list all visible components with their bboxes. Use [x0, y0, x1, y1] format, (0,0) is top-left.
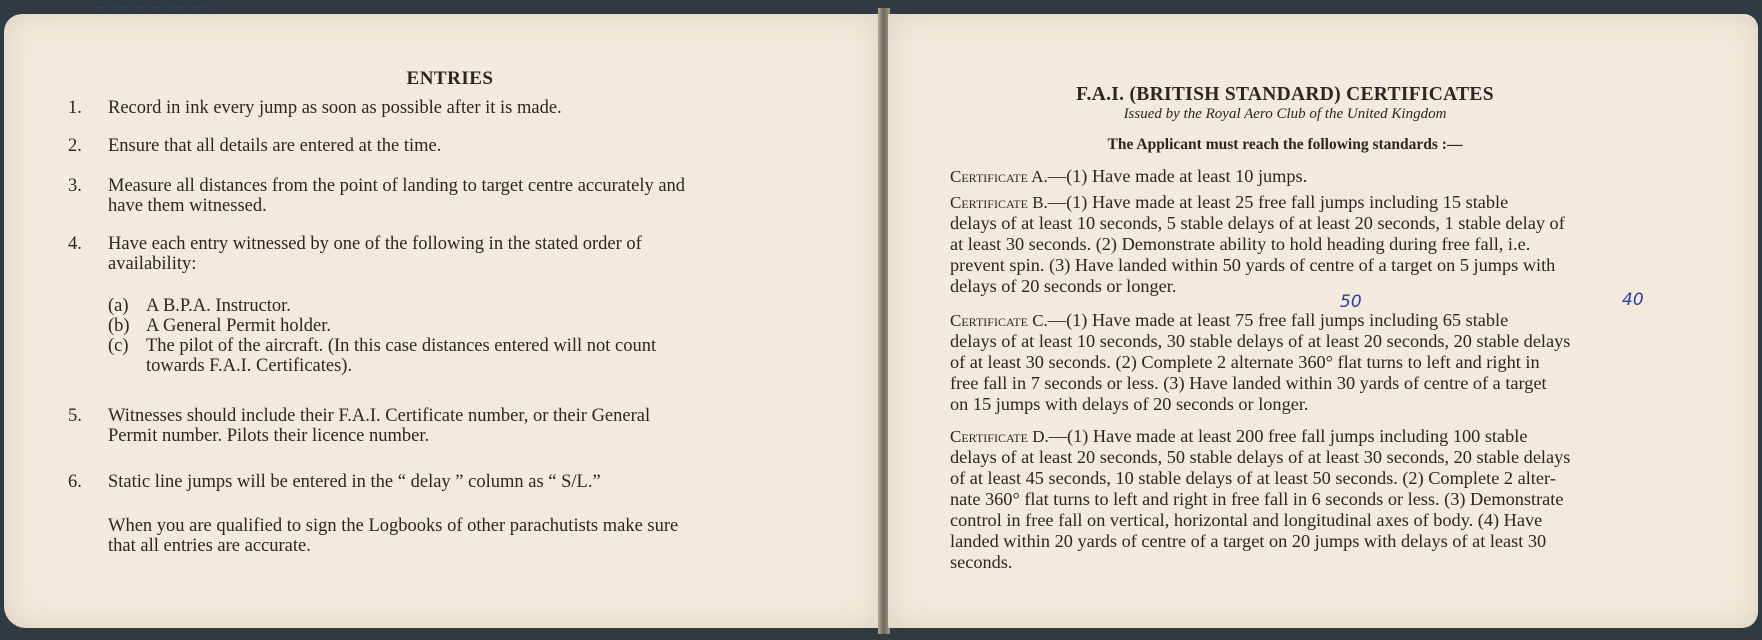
certificates-subtitle: Issued by the Royal Aero Club of the United Kingdom — [1123, 106, 1447, 122]
entries-title: ENTRIES — [406, 68, 494, 89]
certificate-d-name: Certificate D. — [950, 427, 1049, 446]
certificate-b: Certificate B.—(1) Have made at least 25 free fall jumps including 15 stable delays of at least 10 seconds, 5 stable delays of at least 20 seconds, 1 stable delay of at least 30 seconds. (2) Demonstrate ability to hold heading during free fall, i.e. prevent spin. (3) Have landed within 50 yards of centre of a target on 5 jumps with delays of 20 seconds or longer. — [950, 192, 1565, 296]
ink-scribble-mark: ~~~~ ~~~~~ — [94, 0, 215, 16]
certificate-b-name: Certificate B. — [950, 193, 1048, 212]
handwritten-stable-correction: 40 — [1622, 290, 1644, 310]
certificates-title: F.A.I. (BRITISH STANDARD) CERTIFICATES — [1076, 84, 1494, 105]
handwritten-jumps-correction: 50 — [1340, 292, 1362, 312]
certificate-d: Certificate D.—(1) Have made at least 200 free fall jumps including 100 stable delays of at least 20 seconds, 50 stable delays of at least 30 seconds, 20 stable delays of at least 45 seconds, 10 stable delays of at least 50 seconds. (2) Complete 2 alter- nate 360° flat turns to left and right in free fall in 6 seconds or less. (3) Demonstrate control in free fall on vertical, horizontal and longitudinal axes of body. (4) Have landed within 20 yards of centre of a target on 20 jumps with delays of at least 30 seconds. — [950, 426, 1571, 572]
standards-heading: The Applicant must reach the following standards :— — [1107, 136, 1463, 153]
certificate-a-name: Certificate A. — [950, 167, 1048, 186]
logbook-spread: ~~~~ ~~~~~ ENTRIES 1. Record in ink every jump as soon as possible after it is made. 2. Ensure that all details are entered at the time. 3. Measure all distances from the point of landing to target centre accurately and have them witnessed. 4. Have each entry witnessed by one of the following in the stated order of availability: (a) A B.P.A. Instructor. (b) A General Permit holder. (c) The pilot of the aircraft. (In this case distances entered will not count towards F.A.I. Certificates). 5. Witnesses should include their F.A.I. Certificate number, or their General Permit number. Pilots their licence number. 6. Static line jumps will be entered in the “ delay ” column as “ S/L.” When you are qualified to sign the Logbooks of other parachutists make sure that all entries are accurate. F.A.I. (BRITISH STANDARD) CERTIFICATES Issued by the Royal Aero Club of the United Kingdom The Applicant must reach the following standards :— Certificate A.—(1) Have made at least 10 jumps. Certificate B.—(1) Have made at least 25 free fall jumps including 15 stable delays of at least 10 seconds, 5 stable delays of at least 20 seconds, 1 stable delay of at least 30 seconds. (2) Demonstrate ability to hold heading during free fall, i.e. prevent spin. (3) Have landed within 50 yards of centre of a target on 5 jumps with delays of 20 seconds or longer. Certificate C.—(1) Have made at least 75 free fall jumps including 65 stable delays of at least 10 seconds, 30 stable delays of at least 20 seconds, 20 stable delays of at least 30 seconds. (2) Complete 2 alternate 360° flat turns to left and right in free fall in 7 seconds or less. (3) Have landed within 30 yards of centre of a target on 15 jumps with delays of 20 seconds or longer. 50 40 Certificate D.—(1) Have made at least 200 free fall jumps including 100 stable delays of at least 20 seconds, 50 stable delays of at least 30 seconds, 20 stable delays of at least 45 seconds, 10 stable delays of at least 50 seconds. (2) Complete 2 alter- nate 360° flat turns to left and right in free fall in 6 seconds or less. (3) Demonstrate control in free fall on vertical, horizontal and longitudinal axes of body. (4) Have landed within 20 yards of centre of a target on 20 jumps with delays of at least 30 seconds. — [0, 0, 1762, 640]
certificate-c: Certificate C.—(1) Have made at least 75 free fall jumps including 65 stable delays of at least 10 seconds, 30 stable delays of at least 20 seconds, 20 stable delays of at least 30 seconds. (2) Complete 2 alternate 360° flat turns to left and right in free fall in 7 seconds or less. (3) Have landed within 30 yards of centre of a target on 15 jumps with delays of 20 seconds or longer. — [950, 310, 1571, 414]
certificate-c-name: Certificate C. — [950, 311, 1048, 330]
certificate-a: Certificate A.—(1) Have made at least 10 jumps. — [950, 166, 1308, 186]
